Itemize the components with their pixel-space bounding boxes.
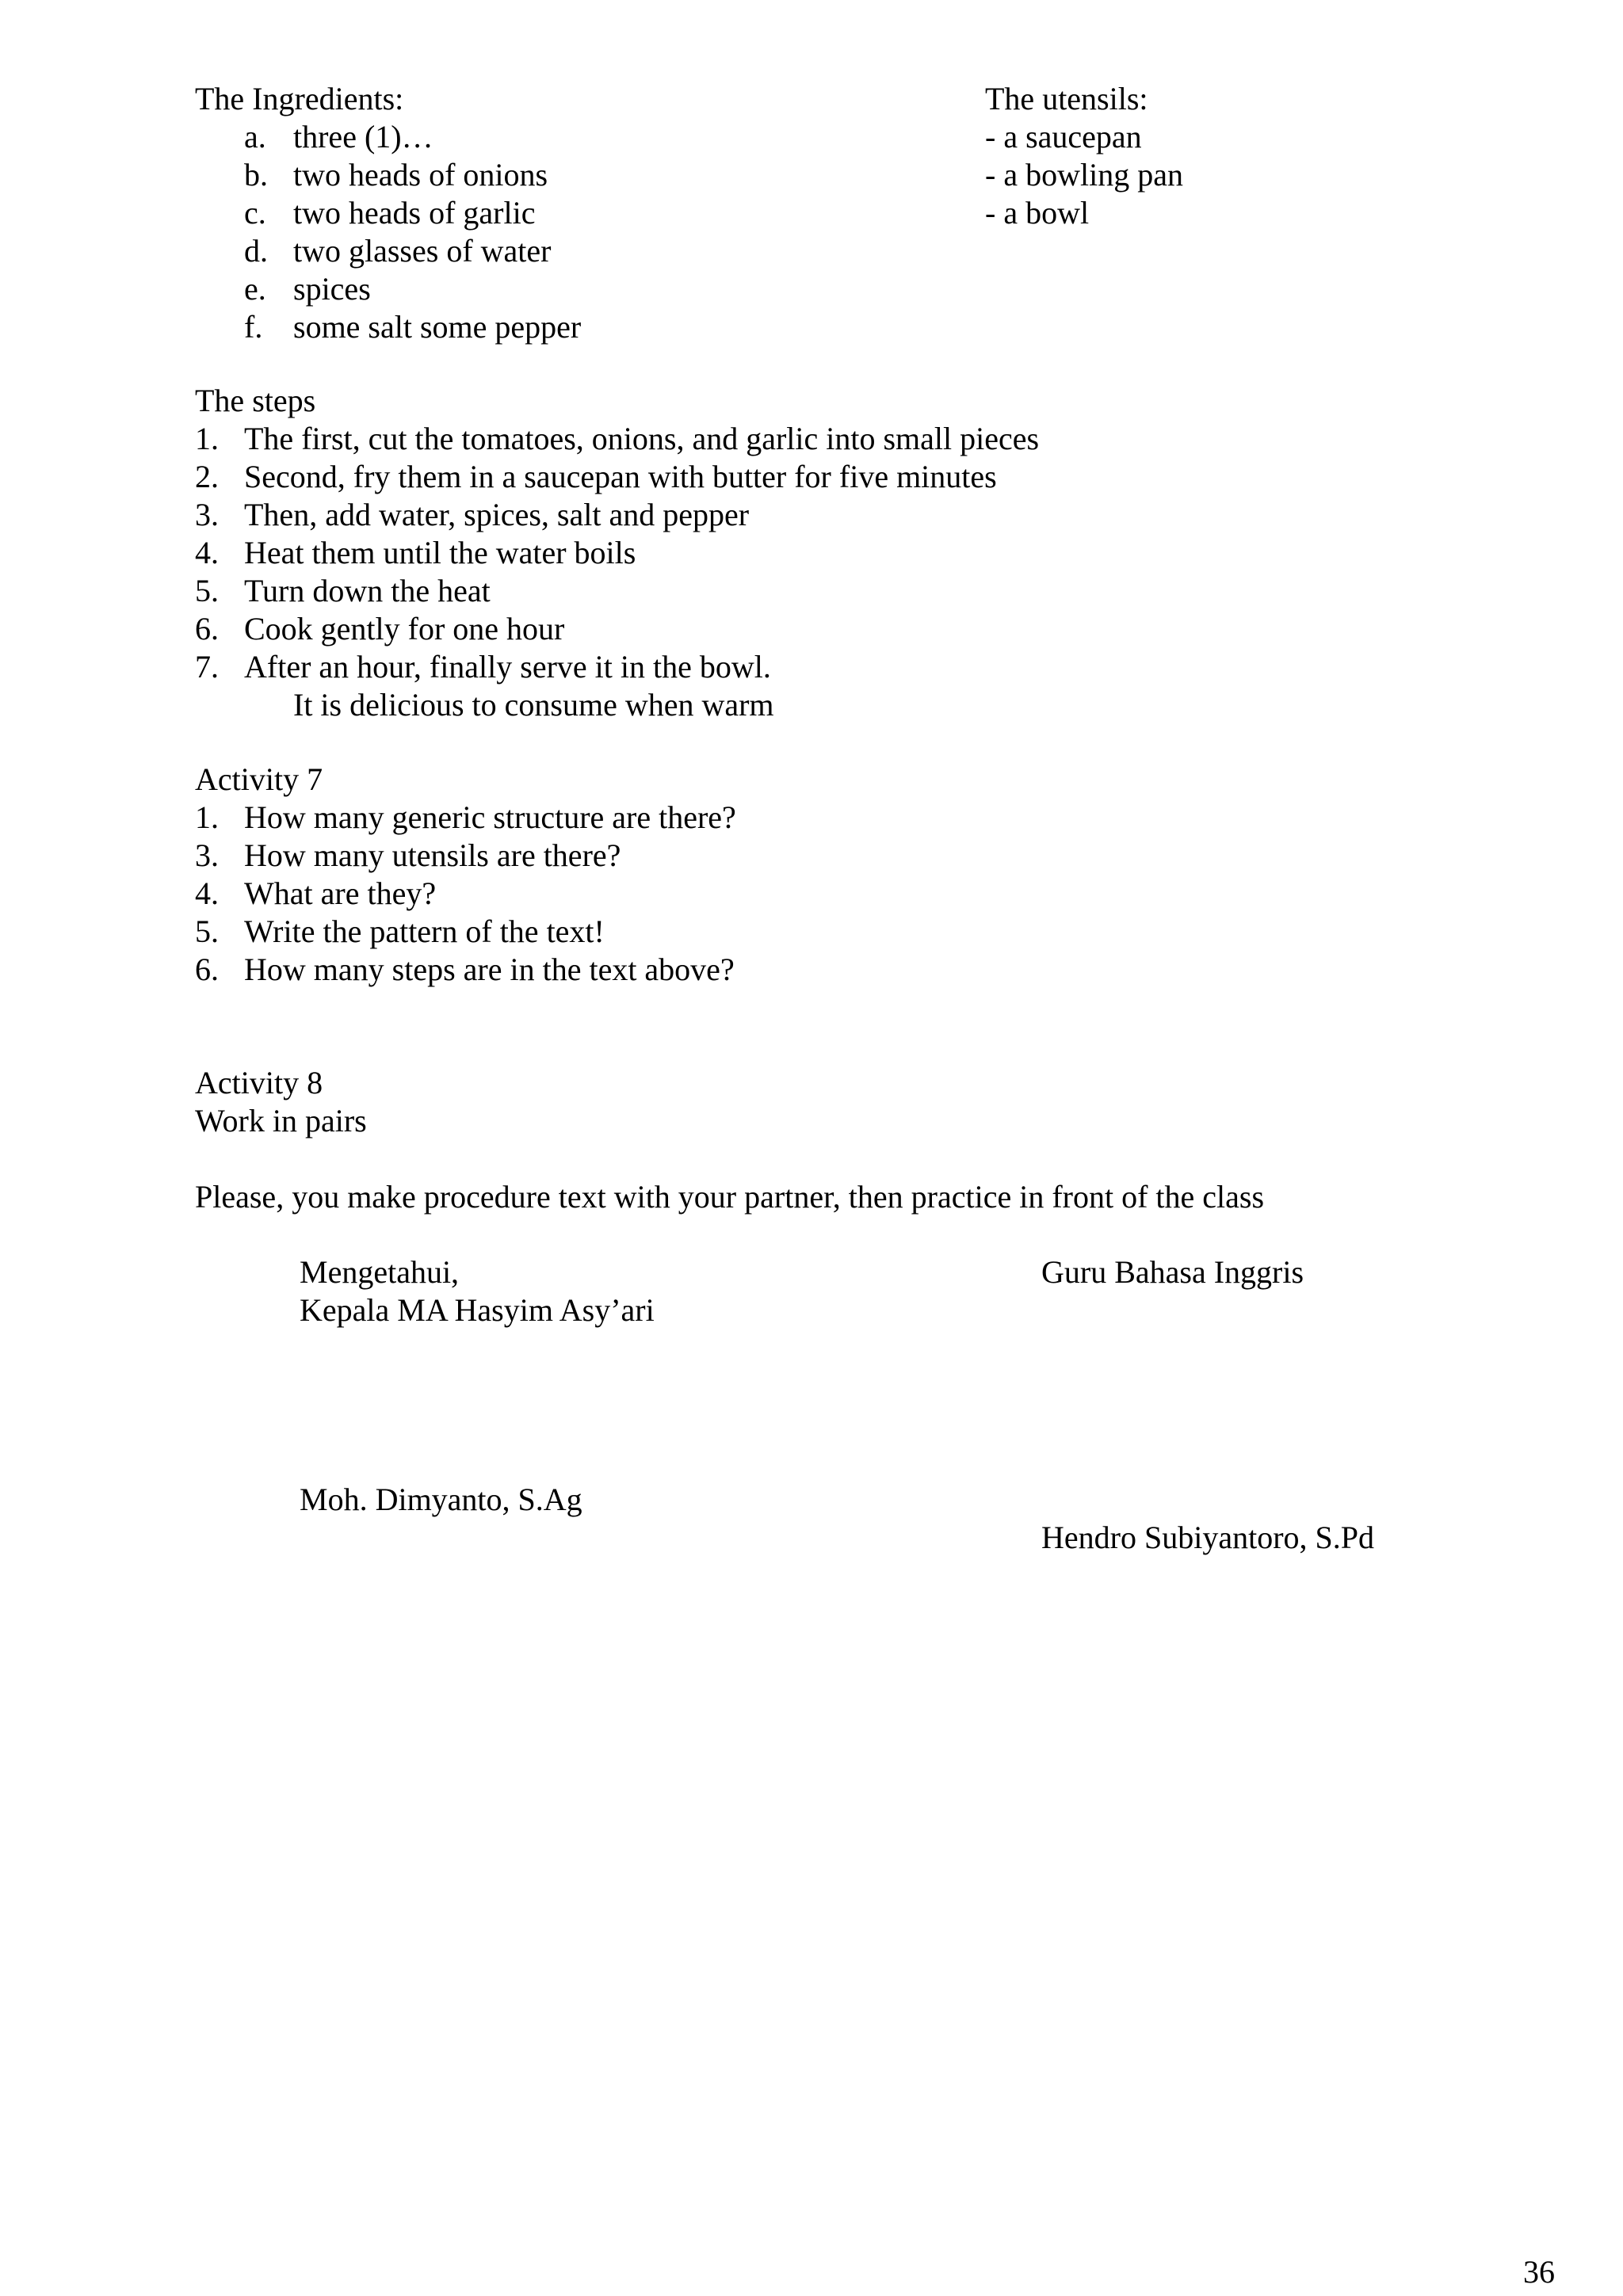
signature-left-name-text: Moh. Dimyanto, S.Ag bbox=[300, 1482, 582, 1517]
utensil-text: - a bowling pan bbox=[985, 157, 1183, 193]
step-number: 1. bbox=[195, 421, 219, 456]
signature-right-name-text: Hendro Subiyantoro, S.Pd bbox=[1041, 1520, 1374, 1555]
ingredient-item bbox=[195, 232, 908, 270]
signature-left-line2-text: Kepala MA Hasyim Asy’ari bbox=[300, 1292, 655, 1328]
ingredient-text: three (1)… bbox=[293, 119, 433, 154]
step-item bbox=[195, 610, 1384, 648]
signature-right-line1 bbox=[1041, 1253, 1596, 1291]
ingredient-item bbox=[195, 270, 908, 308]
question-item bbox=[195, 951, 1384, 989]
ingredient-text: some salt some pepper bbox=[293, 309, 582, 345]
ingredient-marker: d. bbox=[244, 233, 268, 269]
step-continuation-text: It is delicious to consume when warm bbox=[293, 687, 774, 723]
question-number: 6. bbox=[195, 952, 219, 987]
step-number: 3. bbox=[195, 497, 219, 532]
ingredient-marker: a. bbox=[244, 119, 266, 154]
step-item bbox=[195, 496, 1384, 534]
signature-left-line2 bbox=[300, 1291, 854, 1329]
steps-section bbox=[195, 382, 1384, 724]
activity7-heading bbox=[195, 761, 1384, 799]
question-text: How many generic structure are there? bbox=[244, 799, 736, 835]
utensil-text: - a saucepan bbox=[985, 119, 1142, 154]
step-number: 7. bbox=[195, 649, 219, 685]
question-number: 1. bbox=[195, 799, 219, 835]
question-item bbox=[195, 875, 1384, 913]
activity8-section bbox=[195, 1064, 1542, 1216]
step-item bbox=[195, 648, 1384, 686]
ingredient-item bbox=[195, 156, 908, 194]
step-text: After an hour, finally serve it in the bowl. bbox=[244, 649, 771, 685]
utensil-text: - a bowl bbox=[985, 195, 1090, 231]
page-number-text: 36 bbox=[1523, 2254, 1555, 2290]
utensil-item bbox=[985, 118, 1461, 156]
step-number: 6. bbox=[195, 611, 219, 646]
signature-right-block bbox=[1041, 1253, 1596, 1291]
step-item bbox=[195, 458, 1384, 496]
question-item bbox=[195, 799, 1384, 837]
activity8-heading bbox=[195, 1064, 1542, 1102]
ingredient-item bbox=[195, 194, 908, 232]
ingredient-marker: b. bbox=[244, 157, 268, 193]
question-text: How many utensils are there? bbox=[244, 837, 621, 873]
signature-right-line1-text: Guru Bahasa Inggris bbox=[1041, 1254, 1304, 1290]
question-item bbox=[195, 913, 1384, 951]
ingredient-text: two heads of garlic bbox=[293, 195, 536, 231]
ingredient-text: spices bbox=[293, 271, 371, 307]
question-text: Write the pattern of the text! bbox=[244, 913, 605, 949]
activity7-heading-text: Activity 7 bbox=[195, 761, 323, 797]
page-number bbox=[1523, 2253, 1623, 2291]
step-item bbox=[195, 534, 1384, 572]
activity8-instruction bbox=[195, 1178, 1542, 1216]
ingredients-heading-text: The Ingredients: bbox=[195, 81, 404, 116]
step-number: 2. bbox=[195, 459, 219, 494]
utensil-item bbox=[985, 194, 1461, 232]
question-number: 4. bbox=[195, 875, 219, 911]
question-number: 5. bbox=[195, 913, 219, 949]
signature-left-block bbox=[300, 1253, 854, 1329]
step-continuation bbox=[195, 686, 1384, 724]
utensils-section bbox=[985, 80, 1461, 232]
activity8-heading-text: Activity 8 bbox=[195, 1065, 323, 1100]
question-text: How many steps are in the text above? bbox=[244, 952, 735, 987]
activity8-subheading bbox=[195, 1102, 1542, 1140]
ingredient-marker: c. bbox=[244, 195, 266, 231]
ingredients-section bbox=[195, 80, 908, 346]
signature-right-name bbox=[1041, 1519, 1623, 1557]
step-number: 5. bbox=[195, 573, 219, 608]
step-text: Then, add water, spices, salt and pepper bbox=[244, 497, 750, 532]
ingredient-item bbox=[195, 308, 908, 346]
step-item bbox=[195, 420, 1384, 458]
signature-left-line1 bbox=[300, 1253, 854, 1291]
step-text: Turn down the heat bbox=[244, 573, 491, 608]
ingredient-text: two heads of onions bbox=[293, 157, 548, 193]
spacer bbox=[195, 1140, 1542, 1178]
step-text: Cook gently for one hour bbox=[244, 611, 565, 646]
ingredient-marker: f. bbox=[244, 309, 263, 345]
step-text: Second, fry them in a saucepan with butter for five minutes bbox=[244, 459, 997, 494]
steps-heading-text: The steps bbox=[195, 383, 316, 418]
ingredients-heading bbox=[195, 80, 908, 118]
ingredient-text: two glasses of water bbox=[293, 233, 552, 269]
ingredient-marker: e. bbox=[244, 271, 266, 307]
activity7-section bbox=[195, 761, 1384, 989]
activity8-instruction-text: Please, you make procedure text with your partner, then practice in front of the class bbox=[195, 1179, 1265, 1215]
step-text: The first, cut the tomatoes, onions, and garlic into small pieces bbox=[244, 421, 1040, 456]
utensil-item bbox=[985, 156, 1461, 194]
step-item bbox=[195, 572, 1384, 610]
activity8-subheading-text: Work in pairs bbox=[195, 1103, 367, 1138]
question-number: 3. bbox=[195, 837, 219, 873]
utensils-heading bbox=[985, 80, 1461, 118]
step-text: Heat them until the water boils bbox=[244, 535, 636, 570]
ingredient-item bbox=[195, 118, 908, 156]
utensils-heading-text: The utensils: bbox=[985, 81, 1148, 116]
question-text: What are they? bbox=[244, 875, 437, 911]
step-number: 4. bbox=[195, 535, 219, 570]
signature-left-name bbox=[300, 1481, 1623, 1519]
signature-left-line1-text: Mengetahui, bbox=[300, 1254, 460, 1290]
question-item bbox=[195, 837, 1384, 875]
steps-heading bbox=[195, 382, 1384, 420]
